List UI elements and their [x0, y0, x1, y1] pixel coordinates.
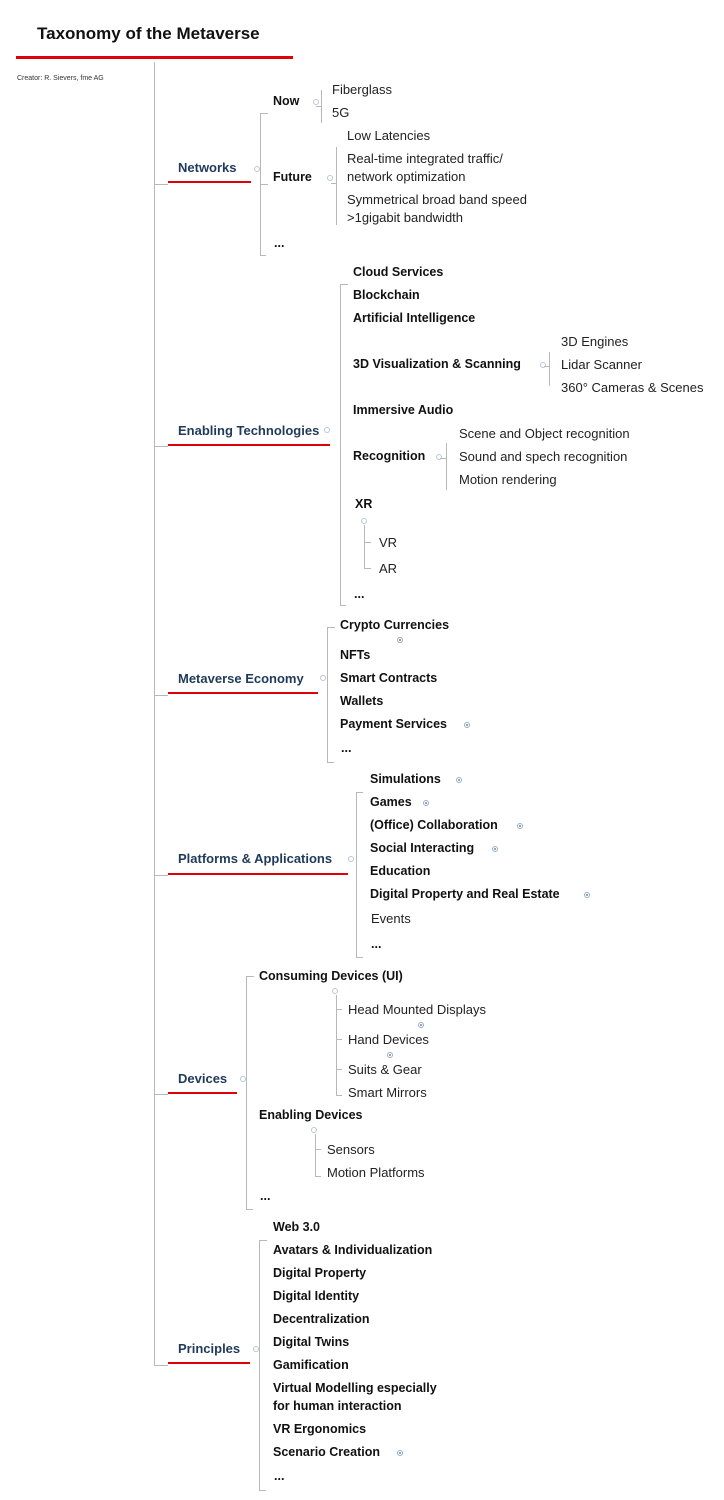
node-immersive-audio[interactable]: Immersive Audio: [353, 403, 454, 417]
collapse-icon[interactable]: [436, 454, 442, 460]
leaf-broadband: Symmetrical broad band speed: [347, 192, 527, 207]
node-digital-twins[interactable]: Digital Twins: [273, 1335, 350, 1349]
category-enabling-technologies[interactable]: Enabling Technologies: [178, 423, 320, 438]
node-gamification[interactable]: Gamification: [273, 1358, 349, 1372]
connector: [154, 184, 168, 185]
node-cloud-services[interactable]: Cloud Services: [353, 265, 444, 279]
node-office-collaboration[interactable]: (Office) Collaboration: [370, 818, 498, 832]
node-more[interactable]: ...: [260, 1189, 271, 1203]
node-digital-property[interactable]: Digital Property: [273, 1266, 367, 1280]
expand-icon[interactable]: [423, 800, 429, 806]
node-more[interactable]: ...: [341, 741, 352, 755]
node-digital-property-real-estate[interactable]: Digital Property and Real Estate: [370, 887, 560, 901]
node-simulations[interactable]: Simulations: [370, 772, 441, 786]
node-consuming-devices[interactable]: Consuming Devices (UI): [259, 969, 403, 983]
leaf-ar: AR: [379, 561, 398, 576]
collapse-icon[interactable]: [361, 518, 367, 524]
leaf-vr: VR: [379, 535, 398, 550]
node-wallets[interactable]: Wallets: [340, 694, 384, 708]
node-payment-services[interactable]: Payment Services: [340, 717, 448, 731]
expand-icon[interactable]: [464, 722, 470, 728]
title-underline: [16, 56, 293, 59]
node-decentralization[interactable]: Decentralization: [273, 1312, 370, 1326]
expand-icon[interactable]: [492, 846, 498, 852]
category-metaverse-economy[interactable]: Metaverse Economy: [178, 671, 304, 686]
leaf-low-latencies: Low Latencies: [347, 128, 431, 143]
collapse-icon[interactable]: [313, 99, 319, 105]
leaf-sensors: Sensors: [327, 1142, 375, 1157]
expand-icon[interactable]: [397, 1450, 403, 1456]
category-underline: [168, 873, 348, 875]
node-more[interactable]: ...: [371, 937, 382, 951]
node-vr-ergonomics[interactable]: VR Ergonomics: [273, 1422, 367, 1436]
collapse-icon[interactable]: [320, 675, 326, 681]
category-underline: [168, 692, 318, 694]
collapse-icon[interactable]: [324, 427, 330, 433]
collapse-icon[interactable]: [311, 1127, 317, 1133]
node-education[interactable]: Education: [370, 864, 431, 878]
node-smart-contracts[interactable]: Smart Contracts: [340, 671, 438, 685]
node-scenario-creation[interactable]: Scenario Creation: [273, 1445, 380, 1459]
main-trunk: [154, 62, 155, 1365]
leaf-traffic: Real-time integrated traffic/: [347, 151, 503, 166]
node-avatars[interactable]: Avatars & Individualization: [273, 1243, 433, 1257]
category-networks[interactable]: Networks: [178, 160, 237, 175]
node-crypto-currencies[interactable]: Crypto Currencies: [340, 618, 450, 632]
node-now[interactable]: Now: [273, 94, 300, 108]
expand-icon[interactable]: [517, 823, 523, 829]
node-digital-identity[interactable]: Digital Identity: [273, 1289, 360, 1303]
node-more[interactable]: ...: [354, 587, 365, 601]
branch-line: [259, 1240, 260, 1491]
node-social-interacting[interactable]: Social Interacting: [370, 841, 475, 855]
branch-line: [340, 284, 341, 606]
node-events[interactable]: Events: [371, 911, 411, 926]
leaf-motion-platforms: Motion Platforms: [327, 1165, 425, 1180]
leaf-sound-speech-recognition: Sound and spech recognition: [459, 449, 628, 464]
leaf-hand-devices: Hand Devices: [348, 1032, 429, 1047]
page-title: Taxonomy of the Metaverse: [37, 24, 260, 43]
node-blockchain[interactable]: Blockchain: [353, 288, 420, 302]
leaf-head-mounted-displays: Head Mounted Displays: [348, 1002, 487, 1017]
leaf-360-cameras: 360° Cameras & Scenes: [561, 380, 704, 395]
category-underline: [168, 1092, 237, 1094]
node-web3[interactable]: Web 3.0: [273, 1220, 321, 1234]
leaf-3d-engines: 3D Engines: [561, 334, 629, 349]
leaf-scene-object-recognition: Scene and Object recognition: [459, 426, 630, 441]
category-principles[interactable]: Principles: [178, 1341, 241, 1356]
category-devices[interactable]: Devices: [178, 1071, 228, 1086]
node-xr[interactable]: XR: [355, 497, 373, 511]
node-enabling-devices[interactable]: Enabling Devices: [259, 1108, 363, 1122]
node-virtual-modelling[interactable]: Virtual Modelling especially: [273, 1381, 437, 1395]
category-underline: [168, 1362, 250, 1364]
leaf-broadband-2: >1gigabit bandwidth: [347, 210, 464, 225]
collapse-icon[interactable]: [540, 362, 546, 368]
leaf-fiberglass: Fiberglass: [332, 82, 392, 97]
leaf-motion-rendering: Motion rendering: [459, 472, 557, 487]
leaf-suits-gear: Suits & Gear: [348, 1062, 422, 1077]
expand-icon[interactable]: [584, 892, 590, 898]
node-more[interactable]: ...: [274, 1469, 285, 1483]
collapse-icon[interactable]: [327, 175, 333, 181]
collapse-icon[interactable]: [332, 988, 338, 994]
branch-line: [356, 792, 357, 958]
branch-line: [246, 976, 247, 1210]
leaf-traffic-2: network optimization: [347, 169, 466, 184]
leaf-lidar-scanner: Lidar Scanner: [561, 357, 642, 372]
node-virtual-modelling-2[interactable]: for human interaction: [273, 1399, 402, 1413]
creator-note: Creator: R. Sievers, fme AG: [17, 75, 104, 82]
node-3d-visualization[interactable]: 3D Visualization & Scanning: [353, 357, 521, 371]
node-artificial-intelligence[interactable]: Artificial Intelligence: [353, 311, 476, 325]
collapse-icon[interactable]: [348, 856, 354, 862]
category-platforms-applications[interactable]: Platforms & Applications: [178, 851, 333, 866]
node-future[interactable]: Future: [273, 170, 312, 184]
node-nfts[interactable]: NFTs: [340, 648, 371, 662]
node-games[interactable]: Games: [370, 795, 412, 809]
branch-line: [327, 627, 328, 763]
expand-icon[interactable]: [456, 777, 462, 783]
node-more[interactable]: ...: [274, 236, 285, 250]
leaf-smart-mirrors: Smart Mirrors: [348, 1085, 427, 1100]
expand-icon[interactable]: [387, 1052, 393, 1058]
leaf-5g: 5G: [332, 105, 350, 120]
node-recognition[interactable]: Recognition: [353, 449, 426, 463]
category-underline: [168, 181, 251, 183]
expand-icon[interactable]: [418, 1022, 424, 1028]
expand-icon[interactable]: [397, 637, 403, 643]
category-underline: [168, 444, 330, 446]
